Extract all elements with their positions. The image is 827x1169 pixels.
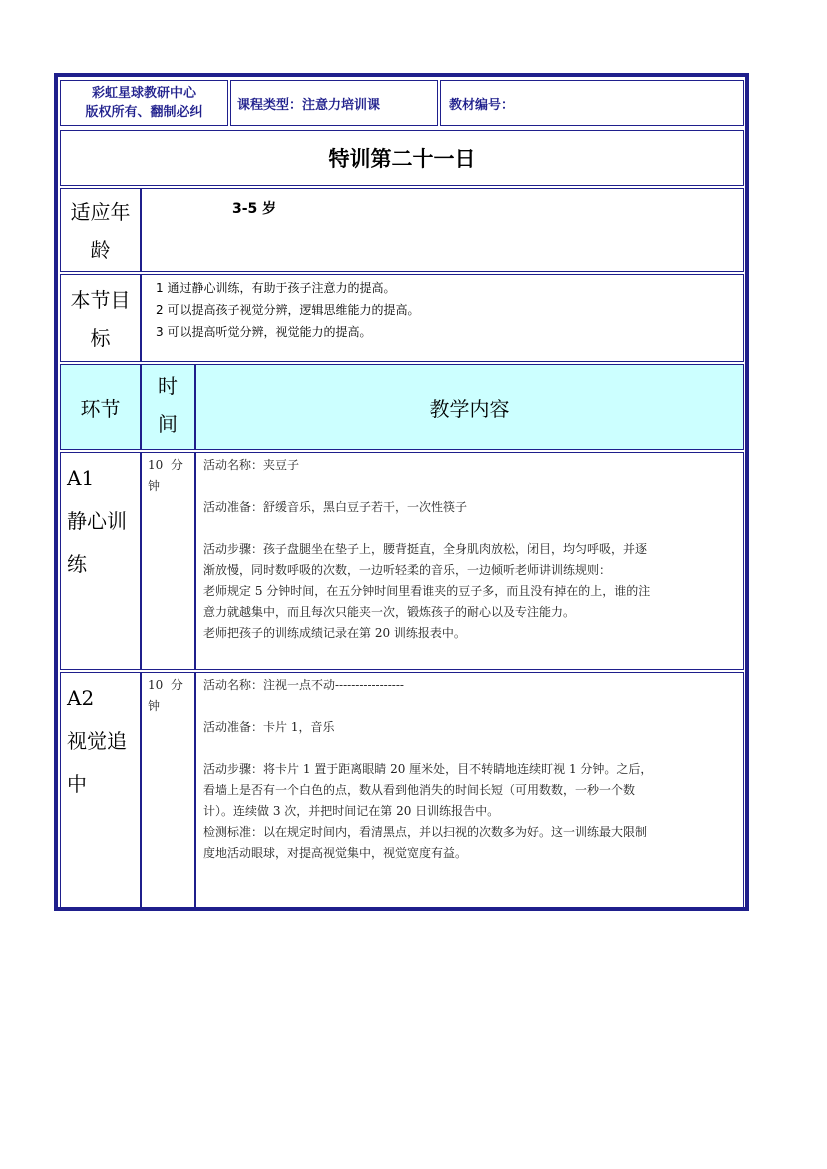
goals-label-line1: 本节目	[70, 288, 131, 312]
section-a2-label-cell	[60, 672, 141, 908]
activity-step-line: 看墙上是否有一个白色的点，数从看到他消失的时间长短（可用数数，一秒一个数	[203, 783, 636, 797]
course-type: 课程类型：注意力培训课	[237, 97, 381, 113]
time-header-cell	[141, 364, 195, 450]
goal-item: 1 通过静心训练，有助于孩子注意力的提高。	[156, 281, 396, 295]
activity-step-line: 老师把孩子的训练成绩记录在第 20 训练报表中。	[203, 626, 466, 640]
material-number-label: 教材编号：	[449, 97, 515, 113]
age-label-line2: 龄	[90, 238, 111, 262]
org-cell	[60, 80, 228, 126]
section-code: A1	[67, 466, 95, 490]
activity-step-line: 活动步骤：孩子盘腿坐在垫子上，腰背挺直，全身肌肉放松，闭目，均匀呼吸，并逐	[203, 542, 648, 556]
section-a1-time-cell	[141, 452, 195, 670]
activity-name: 活动名称：注视一点不动-----------------	[203, 678, 404, 692]
goals-cell	[141, 274, 744, 362]
activity-prep: 活动准备：舒缓音乐，黑白豆子若干，一次性筷子	[203, 500, 468, 514]
goal-item: 3 可以提高听觉分辨，视觉能力的提高。	[156, 325, 372, 339]
activity-step-line: 度地活动眼球，对提高视觉集中，视觉宽度有益。	[203, 846, 468, 860]
age-label-line1: 适应年	[70, 200, 131, 224]
activity-step-line: 老师规定 5 分钟时间，在五分钟时间里看谁夹的豆子多，而且没有掉在的上，谁的注	[203, 584, 651, 598]
activity-name: 活动名称：夹豆子	[203, 458, 300, 472]
section-time-line1: 10 分	[148, 458, 183, 472]
section-header-cell	[60, 364, 141, 450]
section-a2-time-cell	[141, 672, 195, 908]
age-value-cell	[141, 188, 744, 272]
material-no-cell	[440, 80, 744, 126]
section-time-line2: 钟	[148, 699, 161, 713]
section-name-line2: 练	[67, 552, 87, 576]
section-code: A2	[67, 686, 95, 710]
activity-step-line: 渐放慢，同时数呼吸的次数，一边听轻柔的音乐，一边倾听老师讲训练规则：	[203, 563, 612, 577]
course-type-cell	[230, 80, 438, 126]
copyright-notice: 版权所有、翻制必纠	[85, 105, 203, 120]
section-time-line1: 10 分	[148, 678, 183, 692]
section-a1-label-cell	[60, 452, 141, 670]
content-header: 教学内容	[429, 396, 510, 421]
activity-step-line: 检测标准：以在规定时间内，看清黑点，并以扫视的次数多为好。这一训练最大限制	[203, 825, 648, 839]
section-a2-content-cell	[195, 672, 744, 908]
section-name-line1: 静心训	[67, 509, 127, 533]
page-title: 特训第二十一日	[328, 147, 476, 171]
activity-prep: 活动准备：卡片 1，音乐	[203, 720, 335, 734]
org-name: 彩虹星球教研中心	[91, 86, 196, 101]
content-header-cell	[195, 364, 744, 450]
section-time-line2: 钟	[148, 479, 161, 493]
time-header-line1: 时	[158, 374, 178, 398]
goal-item: 2 可以提高孩子视觉分辨，逻辑思维能力的提高。	[156, 303, 420, 317]
activity-step-line: 计）。连续做 3 次，并把时间记在第 20 日训练报告中。	[203, 804, 500, 818]
goals-label-line2: 标	[90, 326, 111, 350]
age-label-cell	[60, 188, 141, 272]
age-value: 3-5 岁	[232, 201, 277, 217]
activity-step-line: 活动步骤：将卡片 1 置于距离眼睛 20 厘米处，目不转睛地连续盯视 1 分钟。之后，	[203, 762, 653, 776]
section-name-line2: 中	[67, 772, 87, 796]
section-name-line1: 视觉追	[67, 729, 127, 753]
time-header-line2: 间	[158, 412, 178, 436]
goals-label-cell	[60, 274, 141, 362]
title-cell	[60, 130, 744, 186]
section-a1-content-cell	[195, 452, 744, 670]
section-header: 环节	[80, 396, 121, 421]
activity-step-line: 意力就越集中，而且每次只能夹一次，锻炼孩子的耐心以及专注能力。	[203, 605, 576, 619]
